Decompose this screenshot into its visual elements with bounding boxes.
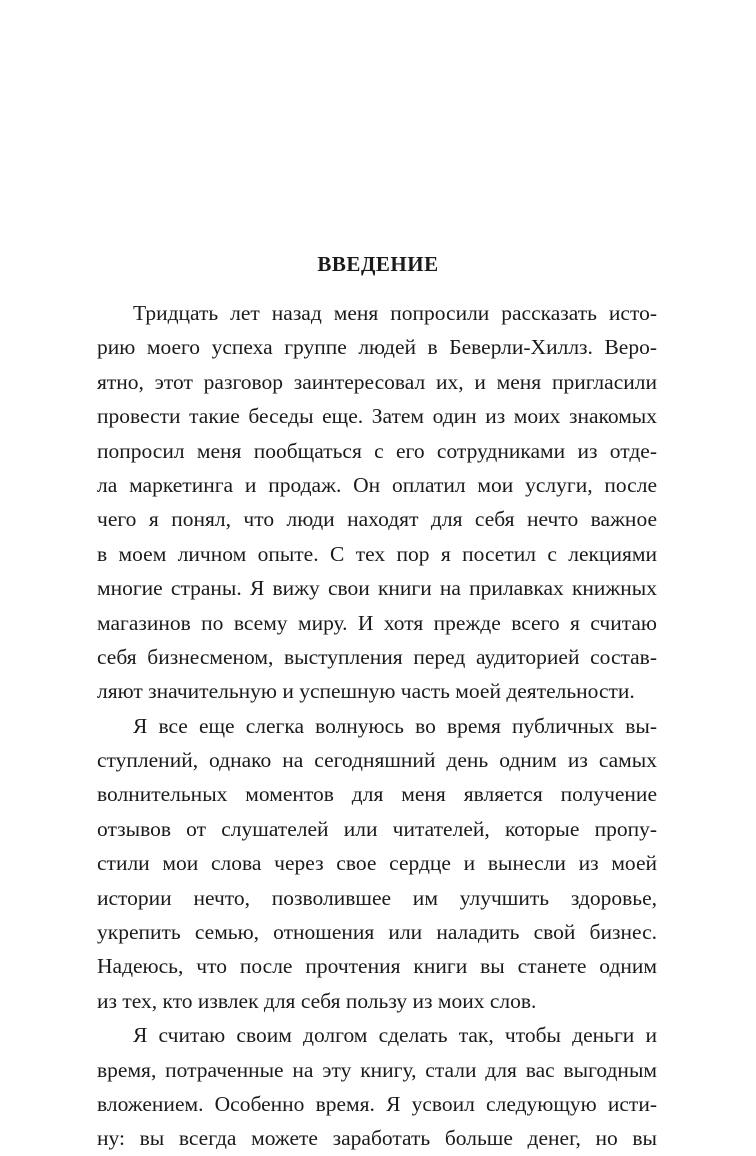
text-line: ляют значительную и успешную часть моей деятельности. (97, 679, 635, 704)
text-line: ступлений, однако на сегодняшний день одним из самых (97, 748, 657, 773)
text-line: волнительных моментов для меня является получение (97, 782, 657, 807)
body-text (97, 296, 657, 1156)
text-line: попросил меня пообщаться с его сотрудниками из отде- (97, 438, 657, 463)
paragraph-1 (97, 296, 657, 709)
text-line: провести такие беседы еще. Затем один из моих знакомых (97, 404, 657, 429)
text-line: истории нечто, позволившее им улучшить здоровье, (97, 885, 657, 910)
paragraph-3 (97, 1018, 657, 1156)
text-line: Я все еще слегка волнуюсь во время публичных вы- (133, 713, 657, 738)
text-line: время, потраченные на эту книгу, стали для вас выгодным (97, 1057, 657, 1082)
text-line: стили мои слова через свое сердце и вынесли из моей (97, 851, 657, 876)
paragraph-2 (97, 709, 657, 1019)
text-line: себя бизнесменом, выступления перед аудиторией состав- (97, 644, 657, 669)
text-line: ятно, этот разговор заинтересовал их, и меня пригласили (97, 369, 657, 394)
text-line: отзывов от слушателей или читателей, которые пропу- (97, 816, 657, 841)
text-line: магазинов по всему миру. И хотя прежде всего я считаю (97, 610, 657, 635)
text-line: Надеюсь, что после прочтения книги вы станете одним (97, 954, 657, 979)
text-line: Я считаю своим долгом сделать так, чтобы деньги и (133, 1023, 657, 1048)
text-line: из тех, кто извлек для себя пользу из моих слов. (97, 988, 537, 1013)
text-line: Тридцать лет назад меня попросили рассказать исто- (133, 301, 657, 325)
text-line: ну: вы всегда можете заработать больше денег, но вы (97, 1126, 657, 1151)
text-line: укрепить семью, отношения или наладить свой бизнес. (97, 920, 657, 945)
text-line: ла маркетинга и продаж. Он оплатил мои услуги, после (97, 472, 657, 497)
text-line: вложением. Особенно время. Я усвоил следующую исти- (97, 1091, 657, 1116)
text-line: рию моего успеха группе людей в Беверли-Хиллз. Веро- (97, 335, 657, 360)
text-line: многие страны. Я вижу свои книги на прилавках книжных (97, 576, 657, 601)
text-line: чего я понял, что люди находят для себя нечто важное (97, 507, 657, 532)
chapter-heading: ВВЕДЕНИЕ (317, 252, 439, 276)
text-line: в моем личном опыте. С тех пор я посетил с лекциями (97, 541, 657, 566)
